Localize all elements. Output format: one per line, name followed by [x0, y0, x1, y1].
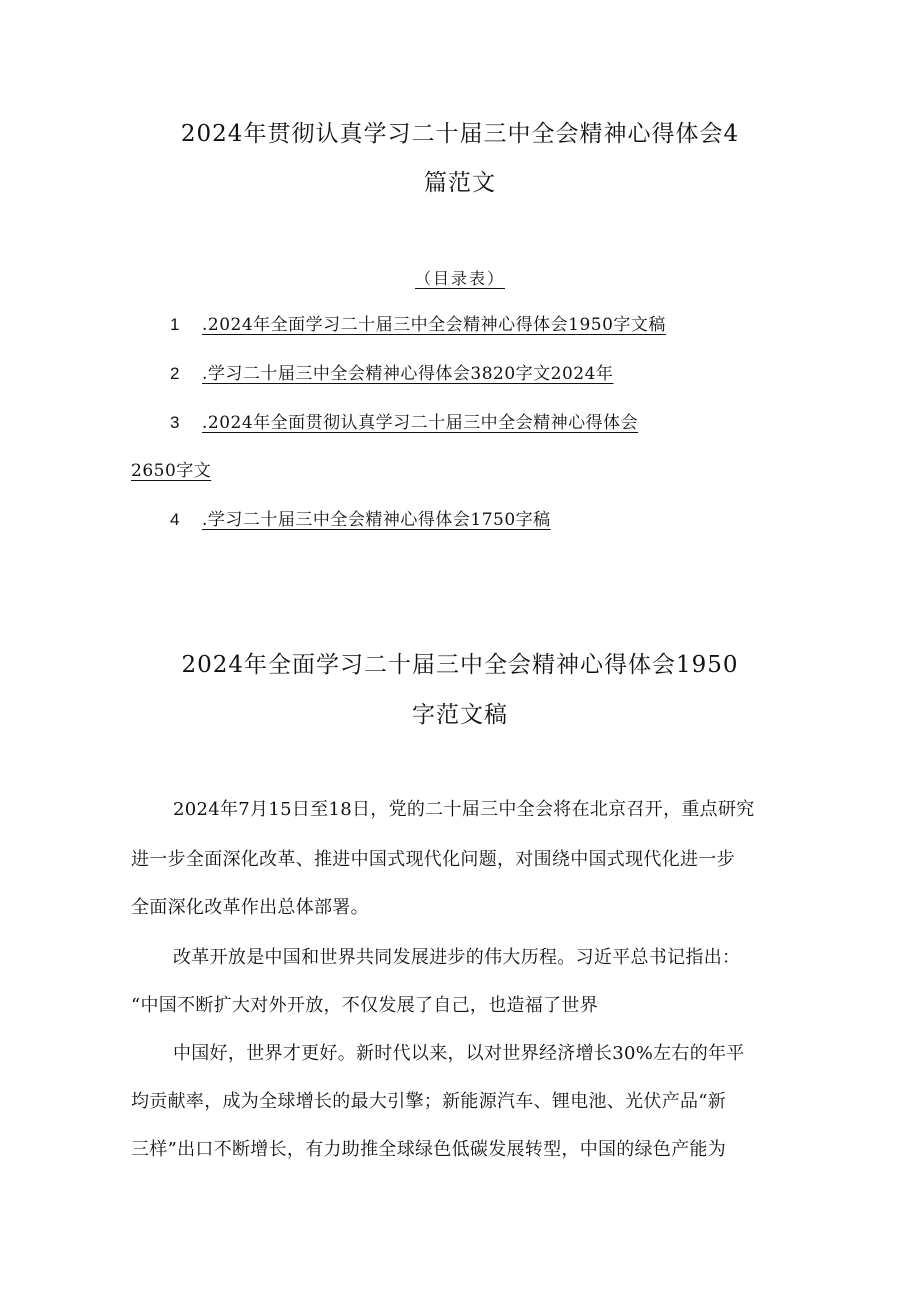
toc-item-4[interactable] [170, 509, 551, 531]
section-title-line-2: 字范文稿 [412, 702, 508, 728]
document-title-line-2: 篇范文 [424, 170, 496, 196]
body-line: “中国不断扩大对外开放，不仅发展了自己，也造福了世界 [131, 995, 598, 1016]
toc-item-link-continuation[interactable]: 2650字文 [131, 461, 212, 481]
body-line: 2024年7月15日至18日，党的二十届三中全会将在北京召开，重点研究 [173, 799, 755, 820]
document-title-line-1: 2024年贯彻认真学习二十届三中全会精神心得体会4 [180, 121, 740, 147]
toc-item-2[interactable] [170, 363, 613, 385]
toc-item-number: 3 [170, 413, 180, 432]
toc-item-link[interactable]: .2024年全面学习二十届三中全会精神心得体会1950字文稿 [202, 315, 666, 335]
toc-item-3[interactable] [170, 412, 638, 434]
toc-item-number: 4 [170, 510, 180, 529]
body-line: 进一步全面深化改革、推进中国式现代化问题，对围绕中国式现代化进一步 [131, 849, 735, 870]
body-line: 三样”出口不断增长，有力助推全球绿色低碳发展转型，中国的绿色产能为 [131, 1139, 727, 1160]
toc-item-1[interactable] [170, 314, 666, 336]
toc-item-3-continuation[interactable] [131, 460, 211, 482]
section-title-line-1: 2024年全面学习二十届三中全会精神心得体会1950 [181, 652, 739, 678]
body-line: 中国好，世界才更好。新时代以来，以对世界经济增长30%左右的年平 [173, 1043, 745, 1064]
toc-item-link[interactable]: .2024年全面贯彻认真学习二十届三中全会精神心得体会 [202, 413, 639, 433]
toc-caption [0, 266, 920, 289]
body-line: 均贡献率，成为全球增长的最大引擎；新能源汽车、锂电池、光伏产品“新 [131, 1091, 727, 1112]
toc-caption-text: （目录表） [414, 269, 505, 288]
toc-item-link[interactable]: .学习二十届三中全会精神心得体会3820字文2024年 [202, 364, 614, 384]
toc-item-number: 2 [170, 364, 180, 383]
body-line: 全面深化改革作出总体部署。 [131, 897, 369, 918]
body-line: 改革开放是中国和世界共同发展进步的伟大历程。习近平总书记指出： [173, 947, 741, 968]
toc-item-number: 1 [170, 315, 180, 334]
toc-item-link[interactable]: .学习二十届三中全会精神心得体会1750字稿 [202, 510, 551, 530]
